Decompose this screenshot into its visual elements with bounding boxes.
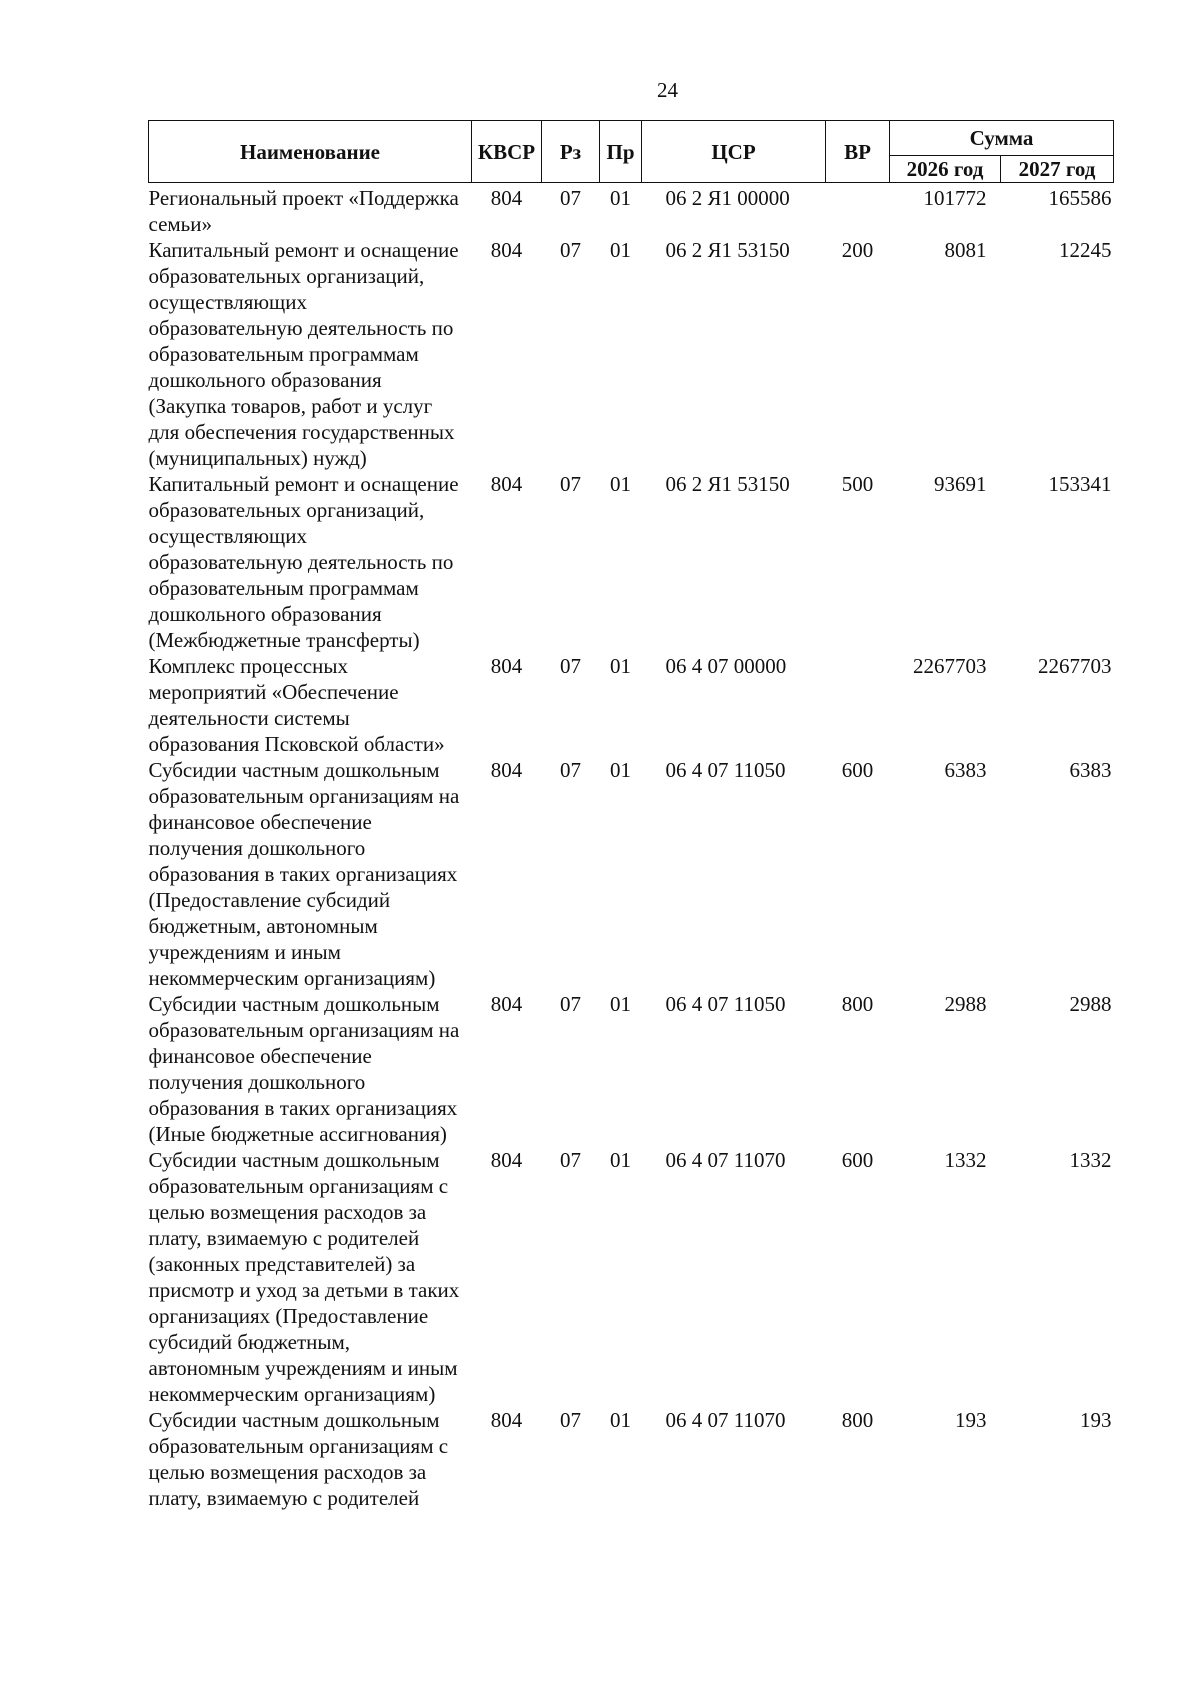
row-vr: 600 <box>841 758 874 782</box>
row-sum-2026: 101772 <box>923 186 987 210</box>
row-sum-2027: 6383 <box>1069 758 1112 782</box>
row-csr: 06 4 07 11050 <box>665 992 786 1016</box>
row-csr: 06 2 Я1 00000 <box>665 186 790 210</box>
row-sum-2026: 193 <box>955 1408 987 1432</box>
row-sum-2027: 1332 <box>1069 1148 1112 1172</box>
row-sum-2026: 93691 <box>934 472 987 496</box>
row-pr: 01 <box>610 1148 631 1172</box>
row-rz: 07 <box>560 472 581 496</box>
row-kvsr: 804 <box>490 1408 523 1432</box>
row-name: Капитальный ремонт и оснащение образовательных организаций, осуществляющих образовательную деятельность по образовательным программам дошкольного образования (Закупка товаров, работ и услуг для обеспечения государственных (муниципальных) нужд) <box>148 238 459 470</box>
row-sum-2026: 1332 <box>944 1148 987 1172</box>
row-sum-2026: 2267703 <box>913 654 987 678</box>
row-rz: 07 <box>560 1408 581 1432</box>
header-sum: Сумма <box>890 121 1114 156</box>
row-name: Региональный проект «Поддержка семьи» <box>148 186 459 236</box>
table-header <box>149 121 1114 183</box>
row-csr: 06 4 07 11070 <box>665 1408 786 1432</box>
row-csr: 06 2 Я1 53150 <box>665 472 790 496</box>
table-row <box>149 471 1114 653</box>
row-sum-2026: 2988 <box>944 992 987 1016</box>
row-vr <box>826 653 890 757</box>
row-rz: 07 <box>560 238 581 262</box>
header-year-2027: 2027 год <box>1001 156 1114 183</box>
row-sum-2027: 12245 <box>1059 238 1112 262</box>
page-number: 24 <box>657 78 678 102</box>
row-rz: 07 <box>560 654 581 678</box>
header-kvsr: КВСР <box>472 121 542 183</box>
table-row <box>149 991 1114 1147</box>
row-name: Субсидии частным дошкольным образовательным организациям с целью возмещения расходов за плату, взимаемую с родителей <box>148 1408 449 1510</box>
row-csr: 06 4 07 00000 <box>665 654 787 678</box>
row-pr: 01 <box>610 758 631 782</box>
table-row <box>149 1147 1114 1407</box>
row-kvsr: 804 <box>490 992 523 1016</box>
row-name: Субсидии частным дошкольным образовательным организациям на финансовое обеспечение получения дошкольного образования в таких организациях (Иные бюджетные ассигнования) <box>148 992 460 1146</box>
row-vr: 500 <box>841 472 874 496</box>
row-pr: 01 <box>610 654 631 678</box>
row-sum-2027: 2988 <box>1069 992 1112 1016</box>
header-vr: ВР <box>826 121 890 183</box>
row-rz: 07 <box>560 1148 581 1172</box>
budget-table <box>148 120 1114 1511</box>
row-sum-2027: 153341 <box>1048 472 1112 496</box>
row-vr: 800 <box>841 992 874 1016</box>
header-rz: Рз <box>542 121 600 183</box>
row-sum-2026: 8081 <box>944 238 987 262</box>
header-year-2026: 2026 год <box>890 156 1001 183</box>
row-name: Субсидии частным дошкольным образовательным организациям на финансовое обеспечение получения дошкольного образования в таких организациях (Предоставление субсидий бюджетным, автономным учреждениям и иным некоммерческим организациям) <box>148 758 460 990</box>
row-rz: 07 <box>560 992 581 1016</box>
row-sum-2027: 2267703 <box>1038 654 1112 678</box>
table-row <box>149 757 1114 991</box>
row-kvsr: 804 <box>490 238 523 262</box>
header-pr: Пр <box>600 121 642 183</box>
header-name: Наименование <box>149 121 472 183</box>
table-row <box>149 237 1114 471</box>
row-pr: 01 <box>610 186 631 210</box>
row-kvsr: 804 <box>490 1148 523 1172</box>
row-kvsr: 804 <box>490 186 523 210</box>
row-sum-2027: 193 <box>1080 1408 1112 1432</box>
row-kvsr: 804 <box>490 654 523 678</box>
row-pr: 01 <box>610 238 631 262</box>
table-row <box>149 653 1114 757</box>
row-rz: 07 <box>560 758 581 782</box>
row-name: Капитальный ремонт и оснащение образовательных организаций, осуществляющих образовательную деятельность по образовательным программам дошкольного образования (Межбюджетные трансферты) <box>148 472 459 652</box>
row-name: Комплекс процессных мероприятий «Обеспечение деятельности системы образования Псковской области» <box>148 654 445 756</box>
row-rz: 07 <box>560 186 581 210</box>
row-csr: 06 2 Я1 53150 <box>665 238 790 262</box>
header-csr: ЦСР <box>642 121 826 183</box>
table-row <box>149 1407 1114 1511</box>
table-row <box>149 183 1114 238</box>
row-kvsr: 804 <box>490 472 523 496</box>
table-body <box>149 183 1114 1512</box>
row-pr: 01 <box>610 472 631 496</box>
row-sum-2026: 6383 <box>944 758 987 782</box>
row-vr: 200 <box>841 238 874 262</box>
row-name: Субсидии частным дошкольным образовательным организациям с целью возмещения расходов за плату, взимаемую с родителей (законных представителей) за присмотр и уход за детьми в таких организациях (Предоставление субсидий бюджетным, автономным учреждениям и иным некоммерческим организациям) <box>148 1148 460 1406</box>
row-pr: 01 <box>610 992 631 1016</box>
row-csr: 06 4 07 11070 <box>665 1148 786 1172</box>
row-kvsr: 804 <box>490 758 523 782</box>
row-vr <box>826 183 890 238</box>
row-vr: 800 <box>841 1408 874 1432</box>
row-csr: 06 4 07 11050 <box>665 758 786 782</box>
row-sum-2027: 165586 <box>1048 186 1112 210</box>
row-vr: 600 <box>841 1148 874 1172</box>
row-pr: 01 <box>610 1408 631 1432</box>
